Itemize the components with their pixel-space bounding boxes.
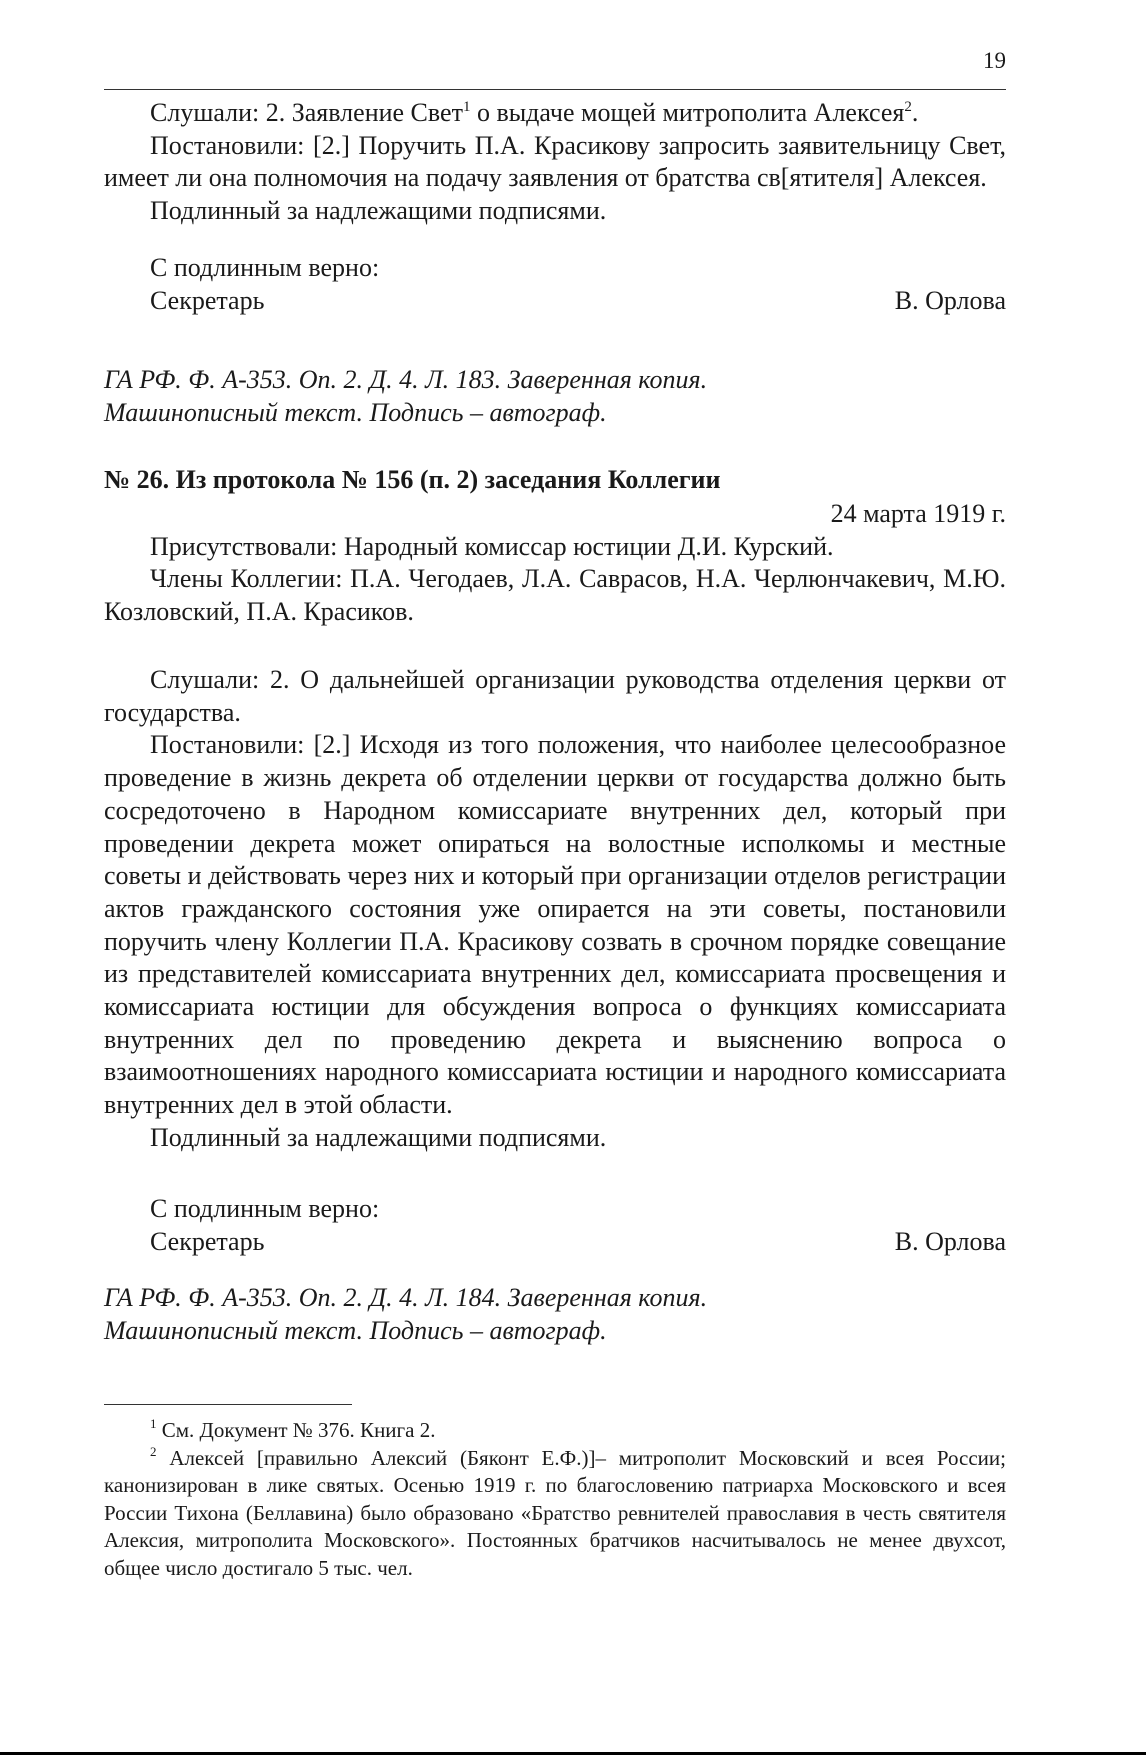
footnote-ref-1: 1	[462, 99, 471, 115]
scan-edge	[0, 1752, 1146, 1755]
doc26-heading: № 26. Из протокола № 156 (п. 2) заседания Коллегии	[104, 465, 721, 494]
doc25-heard: Слушали: 2. Заявление Свет$^1$ о выдаче мощей митрополита Алексея$^2$.	[150, 98, 919, 127]
doc25-tail	[104, 97, 1006, 228]
doc25-original: Подлинный за надлежащими подписями.	[150, 196, 607, 226]
doc25-secretary: Секретарь	[150, 285, 265, 315]
doc26-date: 24 марта 1919 г.	[830, 499, 1006, 528]
doc26-source-line1: ГА РФ. Ф. А-353. Оп. 2. Д. 4. Л. 184. Заверенная копия.	[104, 1283, 708, 1312]
doc25-resolved: Постановили: [2.] Поручить П.А. Красикову запросить заявительницу Свет, имеет ли она полномочия на подачу заявления от братства св[ятителя] Алексея.	[104, 130, 1006, 193]
doc26-heard: Слушали: 2. О дальнейшей организации руководства отделения церкви от государства.	[104, 665, 1006, 727]
doc25-certification	[104, 252, 1006, 317]
doc26-source-line2: Машинописный текст. Подпись – автограф.	[104, 1315, 607, 1345]
doc26-present: Присутствовали: Народный комиссар юстиции Д.И. Курский.	[150, 531, 834, 561]
doc25-signature-line	[104, 285, 1006, 318]
header-rule	[104, 89, 1006, 90]
doc25-source-line2: Машинописный текст. Подпись – автограф.	[104, 397, 607, 427]
doc26-resolved: Постановили: [2.] Исходя из того положения, что наиболее целесообразное проведение в жизнь декрета об отделении церкви от государства должно быть сосредоточено в Народном комиссариате внутренних дел, который при проведении декрета может опираться на волостные исполкомы и местные советы и действовать через них и который при организации отделов регистрации актов гражданского состояния уже опирается на эти советы, постановили поручить члену Коллегии П.А. Красикову созвать в срочном порядке совещание из представителей комиссариата внутренних дел, комиссариата просвещения и комиссариата юстиции для обсуждения вопроса о функциях комиссариата внутренних дел по проведению декрета и выяснению вопроса о взаимоотношениях народного комиссариата юстиции и народного комиссариата внутренних дел в этой области.	[104, 730, 1006, 1120]
doc25-source	[104, 364, 1006, 429]
doc26-original: Подлинный за надлежащими подписями.	[150, 1122, 607, 1152]
doc25-source-line1: ГА РФ. Ф. А-353. Оп. 2. Д. 4. Л. 183. Заверенная копия.	[104, 365, 708, 394]
footnotes	[104, 1417, 1006, 1582]
doc26-members: Члены Коллегии: П.А. Чегодаев, Л.А. Саврасов, Н.А. Черлюнчакевич, М.Ю. Козловский, П.А. Красиков.	[104, 564, 1006, 627]
doc26-secretary: Секретарь	[150, 1226, 265, 1256]
doc26-body	[104, 664, 1006, 1155]
doc26-signature-line	[104, 1226, 1006, 1259]
footnote-1: $^1$ См. Документ № 376. Книга 2.	[150, 1416, 436, 1442]
doc26-true-copy: С подлинным верно:	[150, 1194, 380, 1223]
footnote-2: $^2$ Алексей [правильно Алексий (Бяконт Е.Ф.)]– митрополит Московский и всея России; канонизирован в лике святых. Осенью 1919 г. по благословению патриарха Московского и всея России Тихона (Беллавина) было образовано «Братство ревнителей православия в честь святителя Алексия, митрополита Московского». Постоянных братчиков насчитывалось не менее двухсот, общее число достигало 5 тыс. чел.	[104, 1443, 1006, 1580]
doc26-certification	[104, 1193, 1006, 1258]
footnote-ref-2: 2	[904, 99, 912, 115]
doc26-signer: В. Орлова	[894, 1226, 1006, 1256]
footnote-rule	[104, 1404, 352, 1405]
doc25-signer: В. Орлова	[894, 285, 1006, 315]
page-number: 19	[983, 48, 1006, 73]
doc26-header-block	[104, 498, 1006, 629]
doc26-source	[104, 1282, 1006, 1347]
doc25-true-copy: С подлинным верно:	[150, 253, 380, 282]
